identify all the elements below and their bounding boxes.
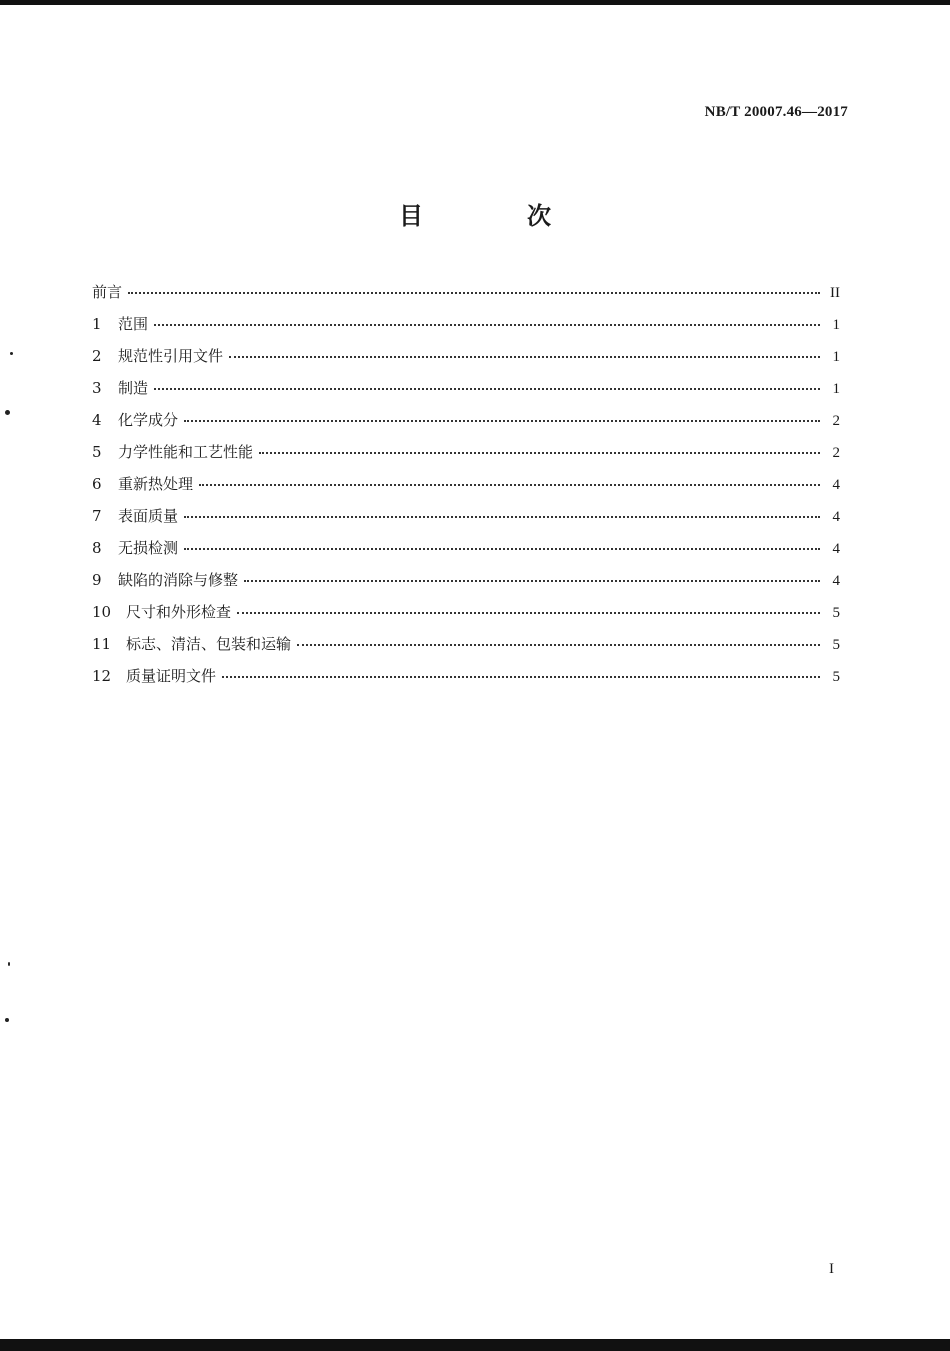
toc-row[interactable] bbox=[92, 473, 840, 505]
toc-row[interactable] bbox=[92, 377, 840, 409]
toc-number: 11 bbox=[92, 635, 112, 653]
toc-page: 5 bbox=[832, 637, 840, 653]
scan-speck bbox=[10, 352, 13, 355]
toc-row[interactable] bbox=[92, 665, 840, 697]
toc-row[interactable] bbox=[92, 505, 840, 537]
scan-speck bbox=[5, 1018, 9, 1022]
toc-leader bbox=[244, 579, 820, 582]
toc-number: 12 bbox=[92, 667, 112, 685]
scan-bottom-edge bbox=[0, 1339, 950, 1351]
page-number: I bbox=[829, 1261, 834, 1277]
toc-label: 前言 bbox=[92, 283, 123, 301]
toc-label: 缺陷的消除与修整 bbox=[118, 571, 239, 589]
toc-number: 9 bbox=[92, 571, 102, 589]
toc-row[interactable] bbox=[92, 569, 840, 601]
toc-row[interactable] bbox=[92, 345, 840, 377]
toc-label: 化学成分 bbox=[118, 411, 179, 429]
toc-page: 1 bbox=[832, 349, 840, 365]
toc-row[interactable] bbox=[92, 281, 840, 313]
toc-page: 4 bbox=[832, 477, 840, 493]
toc-page: 1 bbox=[832, 317, 840, 333]
toc-number: 8 bbox=[92, 539, 102, 557]
toc-leader bbox=[184, 515, 820, 518]
toc-leader bbox=[128, 291, 820, 294]
toc-leader bbox=[154, 387, 820, 390]
toc-number: 1 bbox=[92, 315, 102, 333]
toc-row[interactable] bbox=[92, 441, 840, 473]
toc-row[interactable] bbox=[92, 601, 840, 633]
toc-number: 2 bbox=[92, 347, 102, 365]
toc-leader bbox=[184, 547, 820, 550]
toc-number: 3 bbox=[92, 379, 102, 397]
scan-speck bbox=[8, 962, 10, 966]
toc-number: 4 bbox=[92, 411, 102, 429]
page-title: 目 次 bbox=[399, 202, 591, 230]
toc-row[interactable] bbox=[92, 409, 840, 441]
toc-label: 表面质量 bbox=[118, 507, 179, 525]
toc-row[interactable] bbox=[92, 633, 840, 665]
toc-label: 标志、清洁、包装和运输 bbox=[126, 635, 292, 653]
toc-label: 规范性引用文件 bbox=[118, 347, 224, 365]
toc-label: 制造 bbox=[118, 379, 149, 397]
toc-number: 10 bbox=[92, 603, 112, 621]
toc-page: 4 bbox=[832, 541, 840, 557]
toc-row[interactable] bbox=[92, 313, 840, 345]
toc-leader bbox=[184, 419, 820, 422]
toc-page: 1 bbox=[832, 381, 840, 397]
toc-label: 范围 bbox=[118, 315, 149, 333]
toc-leader bbox=[229, 355, 820, 358]
toc-page: 5 bbox=[832, 605, 840, 621]
toc-label: 无损检测 bbox=[118, 539, 179, 557]
toc-label: 质量证明文件 bbox=[126, 667, 217, 685]
toc-number: 6 bbox=[92, 475, 102, 493]
toc-row[interactable] bbox=[92, 537, 840, 569]
scan-speck bbox=[5, 410, 10, 415]
standard-code: NB/T 20007.46—2017 bbox=[704, 104, 848, 120]
toc-leader bbox=[259, 451, 820, 454]
toc-number: 5 bbox=[92, 443, 102, 461]
toc-leader bbox=[199, 483, 820, 486]
table-of-contents bbox=[92, 281, 840, 697]
toc-label: 力学性能和工艺性能 bbox=[118, 443, 254, 461]
toc-page: II bbox=[830, 285, 840, 301]
scan-top-edge bbox=[0, 0, 950, 5]
toc-page: 4 bbox=[832, 573, 840, 589]
toc-page: 4 bbox=[832, 509, 840, 525]
toc-page: 5 bbox=[832, 669, 840, 685]
toc-leader bbox=[222, 675, 820, 678]
toc-number: 7 bbox=[92, 507, 102, 525]
toc-leader bbox=[154, 323, 820, 326]
toc-label: 尺寸和外形检查 bbox=[126, 603, 232, 621]
toc-leader bbox=[237, 611, 820, 614]
toc-page: 2 bbox=[832, 445, 840, 461]
toc-leader bbox=[297, 643, 820, 646]
toc-page: 2 bbox=[832, 413, 840, 429]
toc-label: 重新热处理 bbox=[118, 475, 194, 493]
